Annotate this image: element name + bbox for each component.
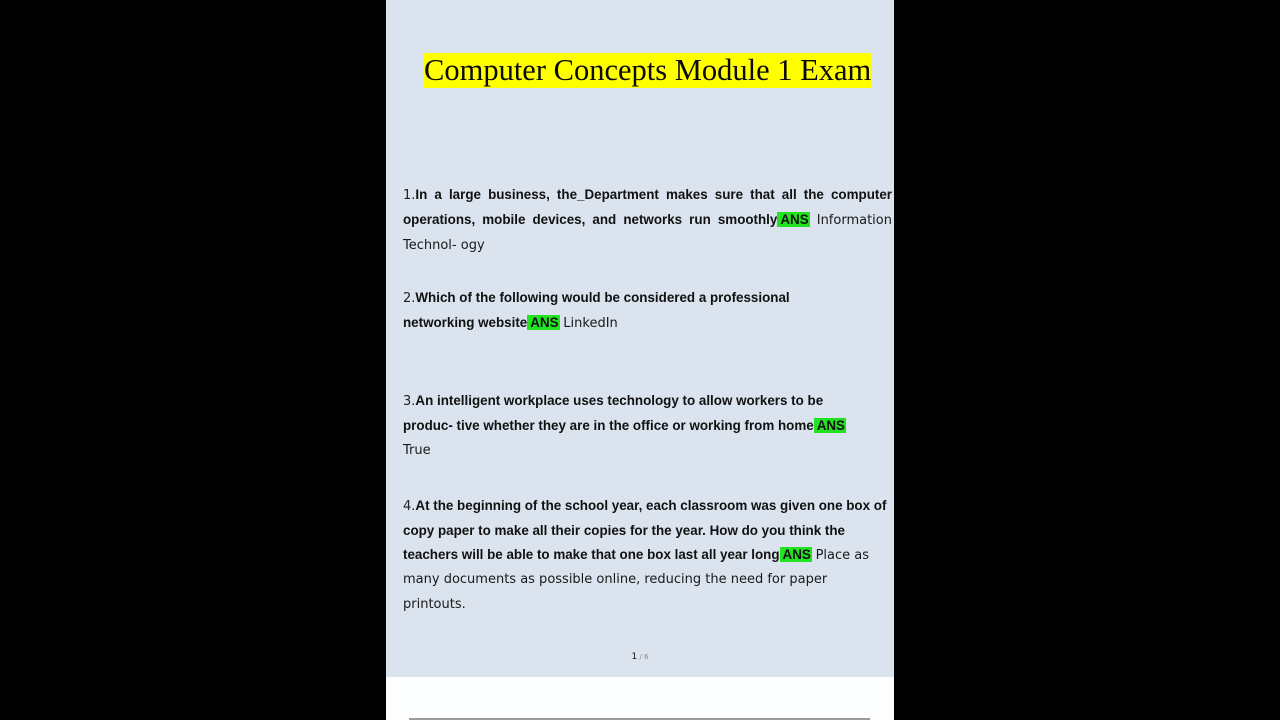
question-number: 3. <box>403 394 416 409</box>
question-number: 4. <box>403 499 416 514</box>
document-title: Computer Concepts Module 1 Exam <box>424 53 872 87</box>
answer-text: LinkedIn <box>563 315 618 331</box>
document-page-1 <box>386 0 894 677</box>
question-2 <box>403 286 803 336</box>
page-number-indicator <box>386 652 894 662</box>
question-1 <box>403 183 892 257</box>
answer-text: True <box>403 442 431 458</box>
question-text: Which of the following would be considered a professional networking website <box>403 290 790 330</box>
current-page-number: 1 <box>631 652 638 662</box>
ans-highlight-label: ANS <box>777 212 809 227</box>
question-3 <box>403 389 863 462</box>
answer-text: Place as many documents as possible online, reducing the need for paper printouts. <box>403 547 869 613</box>
document-page-2 <box>386 677 894 720</box>
total-pages: 6 <box>644 653 649 661</box>
question-text: At the beginning of the school year, each classroom was given one box of copy paper to make all their copies for the year. How do you think the teachers will be able to make that one box last all year long <box>403 498 887 562</box>
page-separator: / <box>637 653 645 661</box>
ans-highlight-label: ANS <box>527 315 559 330</box>
question-text: An intelligent workplace uses technology to allow workers to be produc- tive whether they are in the office or working from home <box>403 393 824 433</box>
question-4 <box>403 494 887 617</box>
question-number: 2. <box>403 291 416 306</box>
ans-highlight-label: ANS <box>780 547 812 562</box>
answer-text: Information Technol- ogy <box>403 212 892 253</box>
question-number: 1. <box>403 188 416 203</box>
question-text: In a large business, the_Department makes sure that all the computer operations, mobile devices, and networks run smoothly <box>403 187 892 227</box>
ans-highlight-label: ANS <box>814 418 846 433</box>
